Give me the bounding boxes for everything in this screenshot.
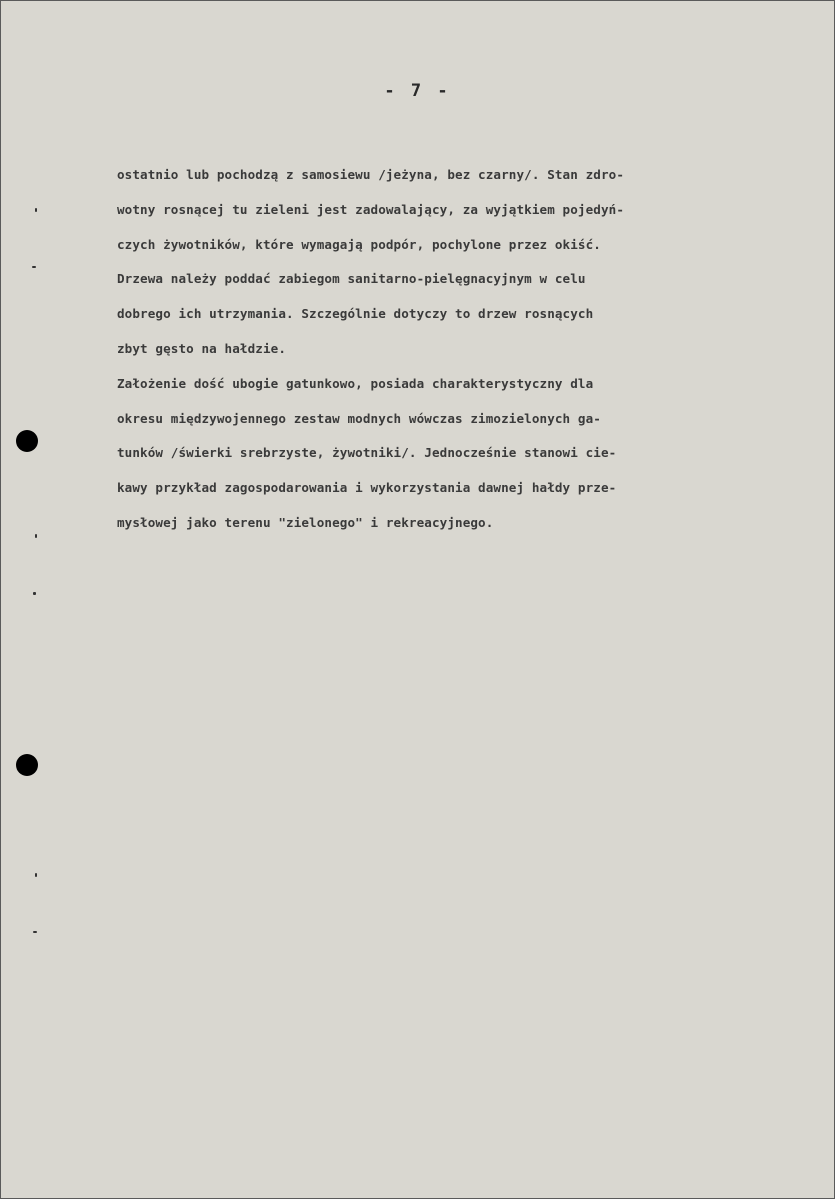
text-line: Drzewa należy poddać zabiegom sanitarno-pielęgnacyjnym w celu (117, 271, 586, 287)
margin-mark (33, 931, 37, 933)
margin-mark (33, 592, 36, 595)
body-text (117, 161, 797, 544)
page-number: - 7 - (384, 81, 451, 101)
text-line: okresu międzywojennego zestaw modnych wówczas zimozielonych ga- (117, 410, 601, 426)
text-line: Założenie dość ubogie gatunkowo, posiada charakterystyczny dla (117, 375, 594, 391)
text-line: czych żywotników, które wymagają podpór, pochylone przez okiść. (117, 236, 601, 252)
text-line: kawy przykład zagospodarowania i wykorzystania dawnej hałdy prze- (117, 480, 617, 496)
text-line: ostatnio lub pochodzą z samosiewu /jeżyna, bez czarny/. Stan zdro- (117, 167, 625, 182)
text-line: dobrego ich utrzymania. Szczególnie dotyczy to drzew rosnących (117, 306, 594, 322)
margin-mark (35, 208, 37, 212)
text-line: wotny rosnącej tu zieleni jest zadowalający, za wyjątkiem pojedyń- (117, 201, 625, 217)
text-line: zbyt gęsto na hałdzie. (117, 340, 287, 356)
margin-mark (35, 534, 37, 538)
text-line: mysłowej jako terenu "zielonego" i rekreacyjnego. (117, 514, 494, 530)
margin-mark (32, 266, 36, 268)
text-line: tunków /świerki srebrzyste, żywotniki/. Jednocześnie stanowi cie- (117, 445, 617, 461)
binder-hole-bottom (16, 754, 38, 776)
binder-hole-top (16, 430, 38, 452)
margin-mark (35, 873, 37, 877)
